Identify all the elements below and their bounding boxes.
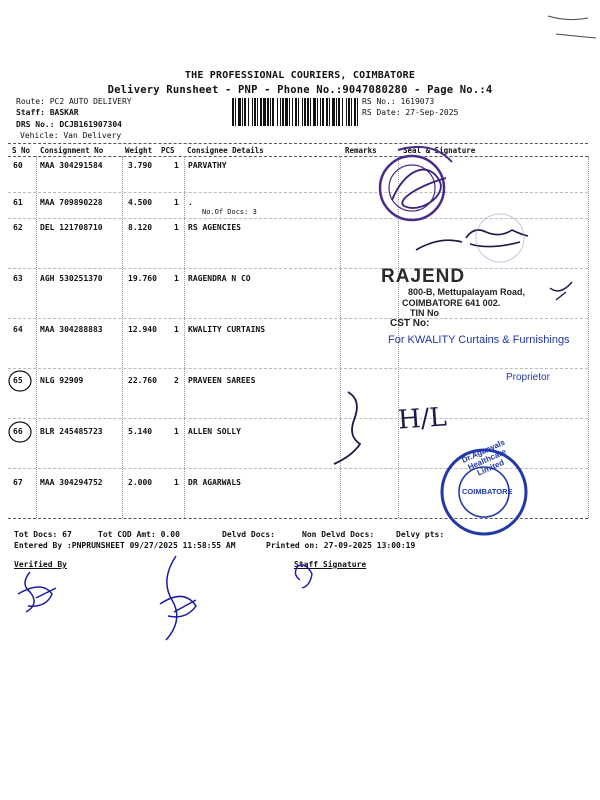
row-weight: 8.120 [128, 223, 153, 232]
verified-by-signature [18, 572, 56, 612]
row-sno: 61 [13, 198, 23, 207]
row-sno: 67 [13, 478, 23, 487]
printed-on: Printed on: 27-09-2025 13:00:19 [266, 541, 416, 550]
row-sno: 64 [13, 325, 23, 334]
handwritten-bracket [334, 392, 360, 464]
agarwals-stamp-ring-text: Dr.Agarwals Healthcare Limited [460, 437, 508, 478]
row-pcs: 1 [174, 478, 179, 487]
row-pcs: 1 [174, 274, 179, 283]
row-pcs: 1 [174, 427, 179, 436]
staff-signature [295, 565, 312, 588]
total-docs: Tot Docs: 67 [14, 530, 72, 539]
route-label: Route: PC2 AUTO DELIVERY [16, 97, 132, 106]
agarwals-stamp-center: COIMBATORE [462, 487, 513, 496]
kwality-stamp-role: Proprietor [506, 372, 550, 383]
row-consignment: BLR 245485723 [40, 427, 103, 436]
row-consignment: DEL 121708710 [40, 223, 103, 232]
col-seal: Seal & Signature [403, 146, 476, 155]
staff-signature-label: Staff Signature [294, 560, 367, 569]
verified-by-label: Verified By [14, 560, 67, 569]
row-weight: 22.760 [128, 376, 157, 385]
round-seal-stamp [380, 147, 452, 220]
row-sno: 62 [13, 223, 23, 232]
non-delivered-docs: Non Delvd Docs: [302, 530, 375, 539]
row-weight: 19.760 [128, 274, 157, 283]
row-consignee: PRAVEEN SAREES [188, 376, 256, 385]
col-remarks: Remarks [345, 146, 377, 155]
row-pcs: 2 [174, 376, 179, 385]
row-pcs: 1 [174, 325, 179, 334]
row-consignment: NLG 92909 [40, 376, 84, 385]
col-weight: Weight [125, 146, 153, 155]
row-consignment: MAA 304288883 [40, 325, 103, 334]
row-sno: 63 [13, 274, 23, 283]
row-sno: 65 [13, 376, 23, 385]
rs-number: RS No.: 1619073 [362, 97, 435, 106]
row-weight: 5.140 [128, 427, 153, 436]
row-consignment: AGH 530251370 [40, 274, 103, 283]
handwritten-hl: H/L [397, 402, 448, 436]
row-consignee: . [188, 198, 193, 207]
row-consignment: MAA 304291584 [40, 161, 103, 170]
circled-sno-65 [9, 371, 31, 391]
row-weight: 2.000 [128, 478, 153, 487]
row-weight: 4.500 [128, 198, 153, 207]
rs-date: RS Date: 27-Sep-2025 [362, 108, 459, 117]
col-pcs: PCS [161, 146, 175, 155]
col-consignment: Consignment No [40, 146, 104, 155]
row-consignee: PARVATHY [188, 161, 227, 170]
row-consignee: RS AGENCIES [188, 223, 241, 232]
row-consignee: RAGENDRA N CO [188, 274, 251, 283]
rajendra-stamp-address2: COIMBATORE 641 002. [402, 298, 501, 308]
delivery-points: Delvy pts: [396, 530, 445, 539]
vehicle-label: Vehicle: Van Delivery [20, 131, 122, 140]
rajendra-stamp-cst: CST No: [390, 318, 430, 329]
row-consignee: ALLEN SOLLY [188, 427, 241, 436]
row-sno: 60 [13, 161, 23, 170]
company-title: THE PROFESSIONAL COURIERS, COIMBATORE [184, 70, 416, 81]
row-weight: 3.790 [128, 161, 153, 170]
staff-label: Staff: BASKAR [16, 108, 79, 117]
row-consignee: KWALITY CURTAINS [188, 325, 266, 334]
row-consignment: MAA 304294752 [40, 478, 103, 487]
row-weight: 12.940 [128, 325, 157, 334]
col-sno: S No [12, 146, 31, 155]
total-cod: Tot COD Amt: 0.00 [98, 530, 180, 539]
rajendra-stamp-name: RAJEND [381, 266, 466, 287]
circled-sno-66 [9, 422, 31, 442]
row-consignment: MAA 709890228 [40, 198, 103, 207]
runsheet-subtitle: Delivery Runsheet - PNP - Phone No.:9047080280 - Page No.:4 [107, 84, 493, 96]
row-pcs: 1 [174, 223, 179, 232]
col-consignee: Consignee Details [187, 146, 264, 155]
row-pcs: 1 [174, 198, 179, 207]
row-consignee: DR AGARWALS [188, 478, 241, 487]
kwality-stamp-line: For KWALITY Curtains & Furnishings [388, 334, 570, 346]
delivered-docs: Delvd Docs: [222, 530, 275, 539]
row-doc-count: No.Of Docs: 3 [202, 208, 257, 216]
mid-signature [160, 556, 196, 640]
rajendra-stamp-address1: 800-B, Mettupalayam Road, [408, 287, 526, 297]
signature-rs-agencies [416, 230, 528, 250]
row-pcs: 1 [174, 161, 179, 170]
drs-number: DRS No.: DCJB161907304 [16, 120, 122, 129]
row-sno: 66 [13, 427, 23, 436]
entered-by: Entered By :PNPRUNSHEET 09/27/2025 11:58:55 AM [14, 541, 236, 550]
rajendra-stamp-tin: TIN No [410, 308, 439, 318]
